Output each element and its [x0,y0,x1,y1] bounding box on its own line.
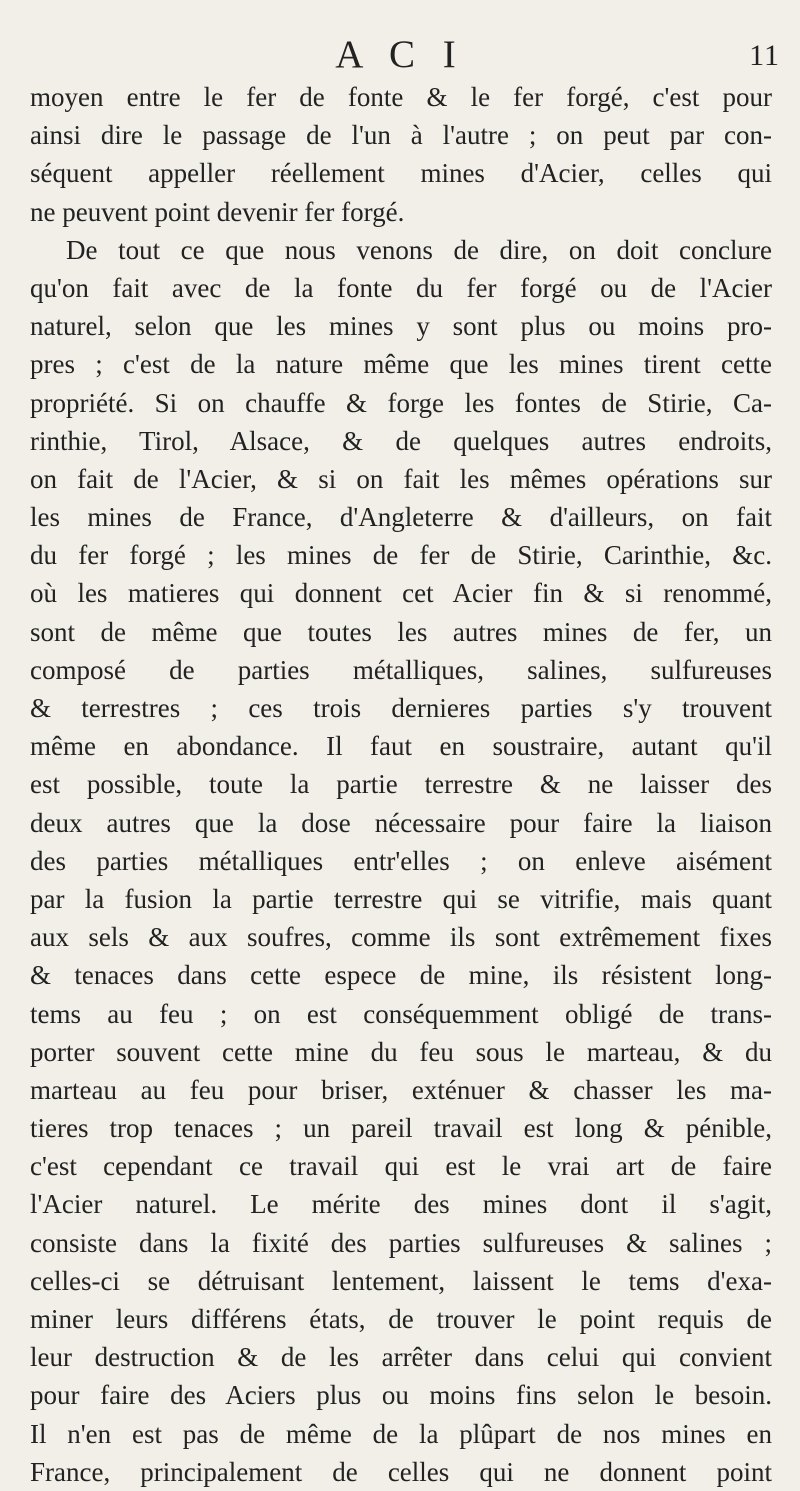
text-line: De tout ce que nous venons de dire, on doit conclure [66,234,772,265]
text-line: moyen entre le fer de fonte & le fer forgé, c'est pour [30,82,772,112]
text-line: aux sels & aux soufres, comme ils sont extrêmement fixes [30,922,772,953]
running-head: A C I [335,33,465,76]
text-line: celles-ci se détruisant lentement, laissent le tems d'exa- [30,1265,772,1296]
text-line: ne peuvent point devenir fer forgé. [30,196,405,227]
text-line: tieres trop tenaces ; un pareil travail est long & pénible, [30,1113,772,1144]
text-line: qu'on fait avec de la fonte du fer forgé ou de l'Acier [30,272,772,303]
text-line: des parties métalliques entr'elles ; on enleve aisément [30,845,772,876]
text-line: tems au feu ; on est conséquemment obligé de trans- [30,998,772,1029]
text-line: par la fusion la partie terrestre qui se vitrifie, mais quant [30,883,772,914]
page-header [0,34,800,76]
page-number: 11 [749,39,780,72]
text-line: où les matieres qui donnent cet Acier fin & si renommé, [30,578,772,609]
text-line: deux autres que la dose nécessaire pour faire la liaison [30,807,772,838]
text-line: marteau au feu pour briser, exténuer & chasser les ma- [30,1074,772,1105]
text-line: porter souvent cette mine du feu sous le marteau, & du [30,1036,772,1067]
text-line: leur destruction & de les arrêter dans celui qui convient [30,1342,772,1373]
text-line: rinthie, Tirol, Alsace, & de quelques autres endroits, [30,425,772,456]
text-line: consiste dans la fixité des parties sulfureuses & salines ; [30,1227,772,1258]
text-line: du fer forgé ; les mines de fer de Stirie, Carinthie, &c. [30,540,772,571]
text-line: l'Acier naturel. Le mérite des mines dont il s'agit, [30,1189,772,1220]
text-line: & terrestres ; ces trois dernieres parties s'y trouvent [30,693,772,723]
text-line: on fait de l'Acier, & si on fait les mêmes opérations sur [30,463,772,494]
text-line: sont de même que toutes les autres mines de fer, un [30,616,772,647]
text-line: propriété. Si on chauffe & forge les fontes de Stirie, Ca- [30,387,772,418]
text-line: séquent appeller réellement mines d'Acier, celles qui [30,158,772,189]
text-line: pour faire des Aciers plus ou moins fins selon le besoin. [30,1380,772,1411]
text-line: les mines de France, d'Angleterre & d'ailleurs, on fait [30,502,772,533]
text-line: miner leurs différens états, de trouver le point requis de [30,1304,772,1334]
text-line: ainsi dire le passage de l'un à l'autre ; on peut par con- [30,120,772,151]
text-line: Il n'en est pas de même de la plûpart de nos mines en [30,1418,772,1449]
text-line: France, principalement de celles qui ne donnent point [30,1456,772,1487]
text-line: composé de parties métalliques, salines, sulfureuses [30,654,772,685]
text-line: même en abondance. Il faut en soustraire, autant qu'il [30,731,772,762]
body-text [30,78,772,1491]
text-line: c'est cependant ce travail qui est le vrai art de faire [30,1151,772,1182]
text-line: naturel, selon que les mines y sont plus ou moins pro- [30,311,772,342]
text-line: est possible, toute la partie terrestre & ne laisser des [30,769,772,800]
text-line: pres ; c'est de la nature même que les mines tirent cette [30,349,772,380]
text-line: & tenaces dans cette espece de mine, ils résistent long- [30,960,772,991]
